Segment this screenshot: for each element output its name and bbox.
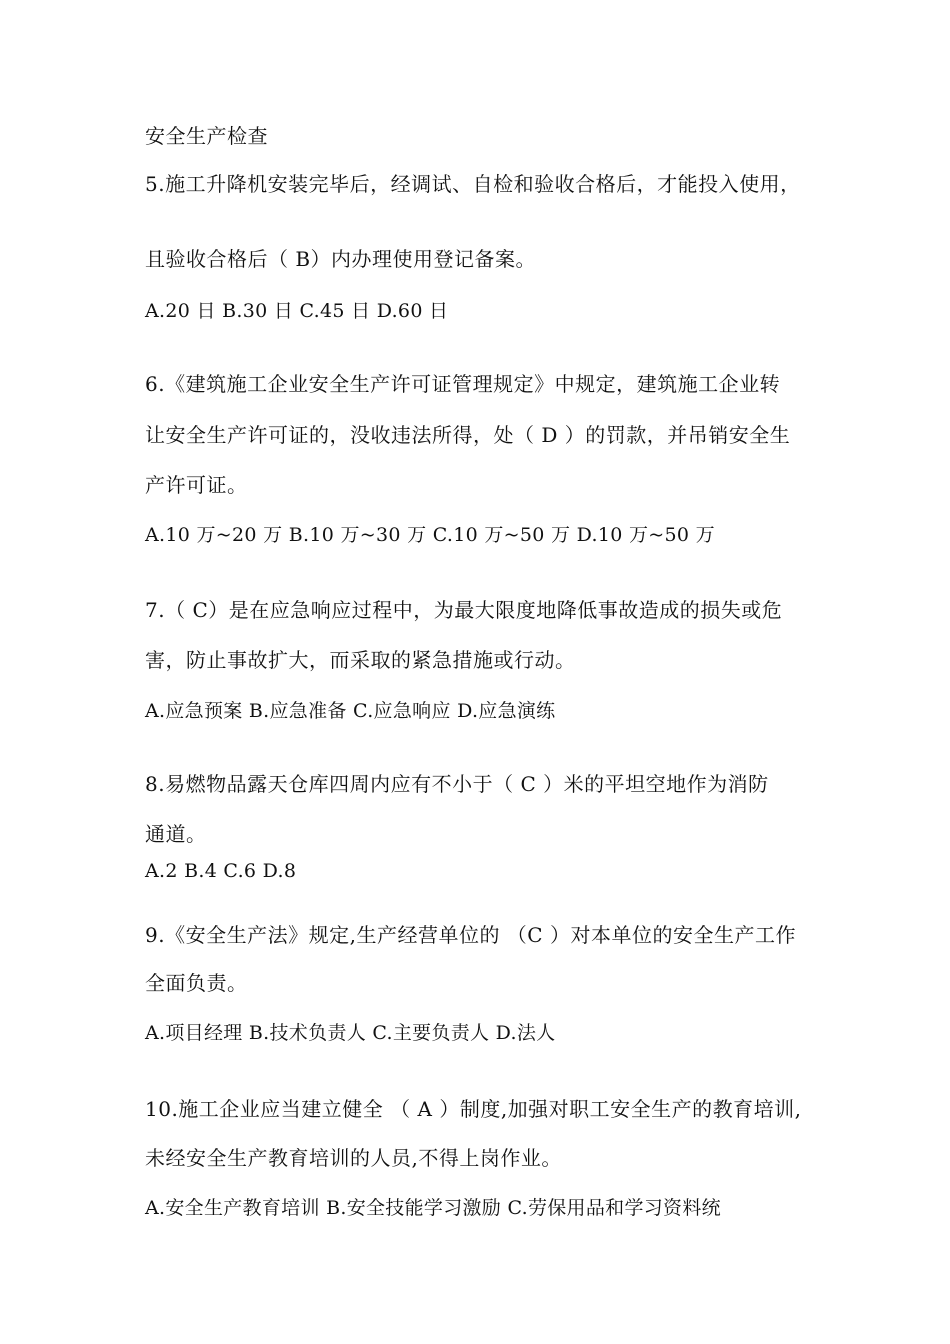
question-5-options: A.20 日 B.30 日 C.45 日 D.60 日 (145, 300, 449, 322)
question-9-line-1: 9.《安全生产法》规定,生产经营单位的 （C ）对本单位的安全生产工作 (145, 923, 796, 947)
question-10-line-2: 未经安全生产教育培训的人员,不得上岗作业。 (145, 1146, 562, 1170)
question-7-line-2: 害，防止事故扩大，而采取的紧急措施或行动。 (145, 648, 576, 672)
question-5-line-1: 5.施工升降机安装完毕后，经调试、自检和验收合格后，才能投入使用， (145, 172, 801, 196)
question-6-line-2: 让安全生产许可证的，没收违法所得，处（ D ）的罚款，并吊销安全生 (145, 423, 791, 447)
question-6-line-3: 产许可证。 (145, 473, 248, 497)
section-title: 安全生产检查 (145, 124, 268, 148)
question-6-line-1: 6.《建筑施工企业安全生产许可证管理规定》中规定，建筑施工企业转 (145, 372, 781, 396)
question-5-line-2: 且验收合格后（ B）内办理使用登记备案。 (145, 247, 537, 271)
question-10-options: A.安全生产教育培训 B.安全技能学习激励 C.劳保用品和学习资料统 (145, 1197, 721, 1219)
question-9-line-2: 全面负责。 (145, 971, 248, 995)
question-8-line-2: 通道。 (145, 822, 207, 846)
question-6-options: A.10 万~20 万 B.10 万~30 万 C.10 万~50 万 D.10 万~50 万 (145, 524, 715, 546)
question-7-options: A.应急预案 B.应急准备 C.应急响应 D.应急演练 (145, 700, 556, 722)
question-7-line-1: 7.（ C）是在应急响应过程中，为最大限度地降低事故造成的损失或危 (145, 598, 783, 622)
question-8-options: A.2 B.4 C.6 D.8 (145, 860, 297, 882)
question-9-options: A.项目经理 B.技术负责人 C.主要负责人 D.法人 (145, 1022, 556, 1044)
question-8-line-1: 8.易燃物品露天仓库四周内应有不小于（ C ）米的平坦空地作为消防 (145, 772, 769, 796)
question-10-line-1: 10.施工企业应当建立健全 （ A ）制度,加强对职工安全生产的教育培训, (145, 1097, 802, 1121)
